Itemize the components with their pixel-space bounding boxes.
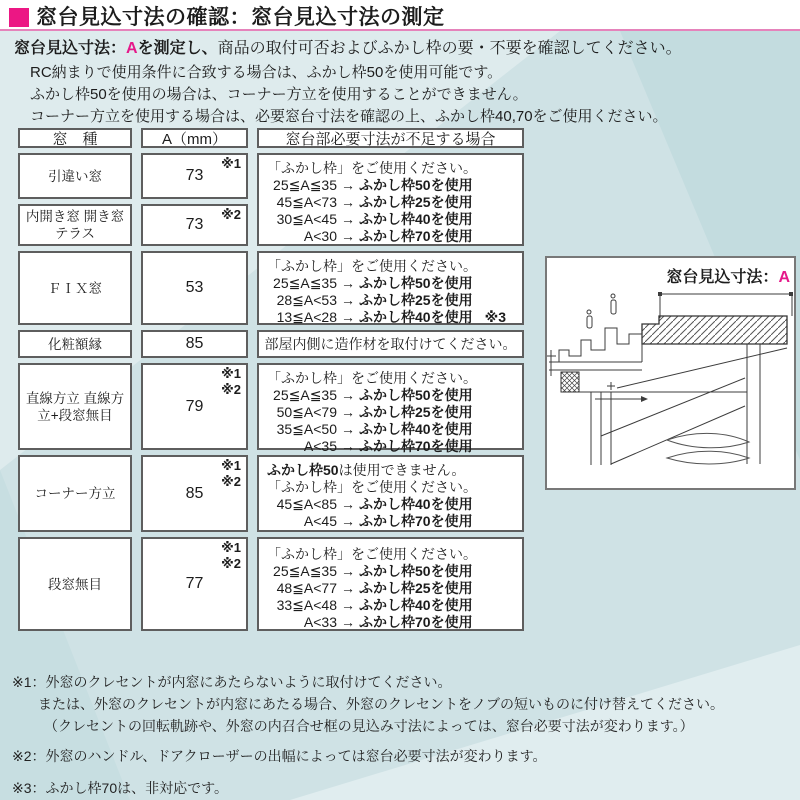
a-value-cell (141, 455, 248, 532)
arrow-glyph: → (341, 387, 355, 403)
type-cell-danmado-mume: 段窓無目 (18, 537, 132, 631)
note-plain: 部屋内側に造作材を取付けてください。 (264, 335, 517, 352)
col-header-a-mm: A（mm） (141, 128, 248, 148)
note-condition: 13≦A<28 → ふかし枠40を使用 ※3 (276, 309, 506, 325)
note-condition: 25≦A≦35 → ふかし枠50を使用 (273, 387, 473, 403)
a-value: 73 (185, 167, 204, 184)
note-cell-fix (257, 251, 524, 325)
note-condition: 25≦A≦35 → ふかし枠50を使用 (273, 563, 473, 579)
a-value-cell (141, 204, 248, 246)
footnote-1-line-1: ※1： 外窓のクレセントが内窓にあたらないように取付けてください。 (12, 671, 724, 693)
footnotes (12, 671, 724, 799)
header-underline (0, 29, 800, 31)
ref-mark: ※2 (221, 474, 241, 489)
ref-mark: ※1 (221, 540, 241, 555)
col-header-window-type: 窓 種 (18, 128, 132, 148)
footnote-3: ※3： ふかし枠70は、非対応です。 (12, 777, 724, 799)
arrow-glyph: → (341, 513, 355, 529)
note-cell-chokusen (257, 363, 524, 454)
a-value: 85 (185, 484, 204, 502)
note-lead: 「ふかし枠」をご使用ください。 (267, 479, 477, 495)
note-condition: 48≦A<77 → ふかし枠25を使用 (276, 580, 473, 596)
arrow-glyph: → (341, 421, 355, 437)
note-condition: 25≦A≦35 → ふかし枠50を使用 (273, 275, 473, 291)
arrow-glyph: → (341, 614, 355, 630)
ref-mark: ※2 (221, 207, 241, 222)
cross-section-drawing (547, 258, 794, 488)
ref-mark: ※3 (484, 309, 506, 325)
arrow-glyph: → (341, 597, 355, 613)
footnote-1-label: ※1： (12, 674, 46, 690)
footnote-3-label: ※3： (12, 780, 46, 796)
type-cell-hikichigai: 引違い窓 (18, 153, 132, 199)
type-cell-uchibiraki: 内開き窓 開き窓 テラス (18, 204, 132, 246)
a-value-cell (141, 251, 248, 325)
note-cell-corner (257, 455, 524, 532)
note-lead: 「ふかし枠」をご使用ください。 (267, 546, 477, 562)
note-lead: 「ふかし枠」をご使用ください。 (267, 160, 477, 176)
note-condition: A<45 → ふかし枠70を使用 (303, 513, 473, 529)
a-value: 79 (185, 397, 204, 415)
arrow-glyph: → (341, 438, 355, 454)
diagram-label: 窓台見込寸法：A (666, 269, 790, 286)
a-value: 77 (185, 575, 204, 592)
intro-block (14, 38, 682, 128)
note-condition: 50≦A<79 → ふかし枠25を使用 (276, 404, 473, 420)
intro-line1-bold-suffix: を測定し、 (137, 40, 218, 57)
footnote-2: ※2： 外窓のハンドル、ドアクローザーの出幅によっては窓台必要寸法が変わります。 (12, 745, 724, 767)
ref-mark: ※2 (221, 556, 241, 571)
intro-line1-prefix: 窓台見込寸法： (14, 40, 127, 57)
type-cell-keshogakubuchi: 化粧額縁 (18, 330, 132, 358)
spec-table (18, 128, 524, 631)
arrow-glyph: → (341, 563, 355, 579)
note-bold-intro: ふかし枠50は使用できません。 (267, 462, 466, 478)
ref-mark: ※1 (221, 458, 241, 473)
note-condition: 25≦A≦35 → ふかし枠50を使用 (273, 177, 473, 193)
a-value-cell (141, 537, 248, 631)
dimension-a-label: A (778, 269, 790, 286)
note-condition: 45≦A<73 → ふかし枠25を使用 (276, 194, 473, 210)
arrow-glyph: → (341, 580, 355, 596)
a-value: 53 (185, 279, 204, 296)
page-title: 窓台見込寸法の確認：窓台見込寸法の測定 (36, 6, 445, 29)
a-value-cell (141, 363, 248, 450)
intro-line1-rest: 商品の取付可否およびふかし枠の要・不要を確認してください。 (217, 40, 682, 57)
note-condition: 45≦A<85 → ふかし枠40を使用 (276, 496, 473, 512)
note-condition: 35≦A<50 → ふかし枠40を使用 (276, 421, 473, 437)
footnote-2-label: ※2： (12, 748, 46, 764)
note-condition: A<35 → ふかし枠70を使用 (303, 438, 473, 454)
ref-mark: ※2 (221, 382, 241, 397)
note-condition: 33≦A<48 → ふかし枠40を使用 (276, 597, 473, 613)
note-condition: 28≦A<53 → ふかし枠25を使用 (276, 292, 473, 308)
note-cell-keshogakubuchi (257, 330, 524, 358)
arrow-glyph: → (341, 211, 355, 227)
arrow-glyph: → (341, 177, 355, 193)
title-bullet-square (9, 8, 29, 27)
type-cell-chokusen-hodate: 直線方立 直線方立+段窓無目 (18, 363, 132, 450)
intro-line1-highlight: A (126, 40, 138, 57)
ref-mark: ※1 (221, 156, 241, 171)
header (9, 1, 445, 31)
intro-line-4: コーナー方立を使用する場合は、必要窓台寸法を確認の上、ふかし枠40,70をご使用ください。 (30, 108, 668, 125)
intro-line-2: RC納まりで使用条件に合致する場合は、ふかし枠50を使用可能です。 (30, 64, 503, 81)
note-condition: A<33 → ふかし枠70を使用 (303, 614, 473, 630)
type-cell-fix: ＦＩＸ窓 (18, 251, 132, 325)
note-condition: A<30 → ふかし枠70を使用 (303, 228, 473, 244)
note-lead: 「ふかし枠」をご使用ください。 (267, 370, 477, 386)
col-header-shortage-case: 窓台部必要寸法が不足する場合 (257, 128, 524, 148)
footnote-1-line-3: （クレセントの回転軌跡や、外窓の内召合せ框の見込み寸法によっては、窓台必要寸法が変わります。） (44, 718, 694, 734)
note-cell-danmado (257, 537, 524, 631)
a-value: 85 (185, 335, 204, 352)
type-cell-corner-hodate: コーナー方立 (18, 455, 132, 532)
note-cell-sliding (257, 153, 524, 246)
footnote-1-line-2: または、外窓のクレセントが内窓にあたる場合、外窓のクレセントをノブの短いものに付け替えてください。 (38, 696, 724, 712)
arrow-glyph: → (341, 292, 355, 308)
arrow-glyph: → (341, 404, 355, 420)
arrow-glyph: → (341, 309, 355, 325)
note-condition: 30≦A<45 → ふかし枠40を使用 (276, 211, 473, 227)
cross-section-diagram (545, 256, 796, 490)
a-value-cell (141, 153, 248, 199)
ref-mark: ※1 (221, 366, 241, 381)
arrow-glyph: → (341, 228, 355, 244)
intro-line-1 (14, 38, 682, 60)
arrow-glyph: → (341, 275, 355, 291)
arrow-glyph: → (341, 496, 355, 512)
a-value: 73 (185, 216, 204, 233)
intro-line-3: ふかし枠50を使用の場合は、コーナー方立を使用することができません。 (30, 86, 528, 103)
arrow-glyph: → (341, 194, 355, 210)
note-lead: 「ふかし枠」をご使用ください。 (267, 258, 477, 274)
a-value-cell (141, 330, 248, 358)
